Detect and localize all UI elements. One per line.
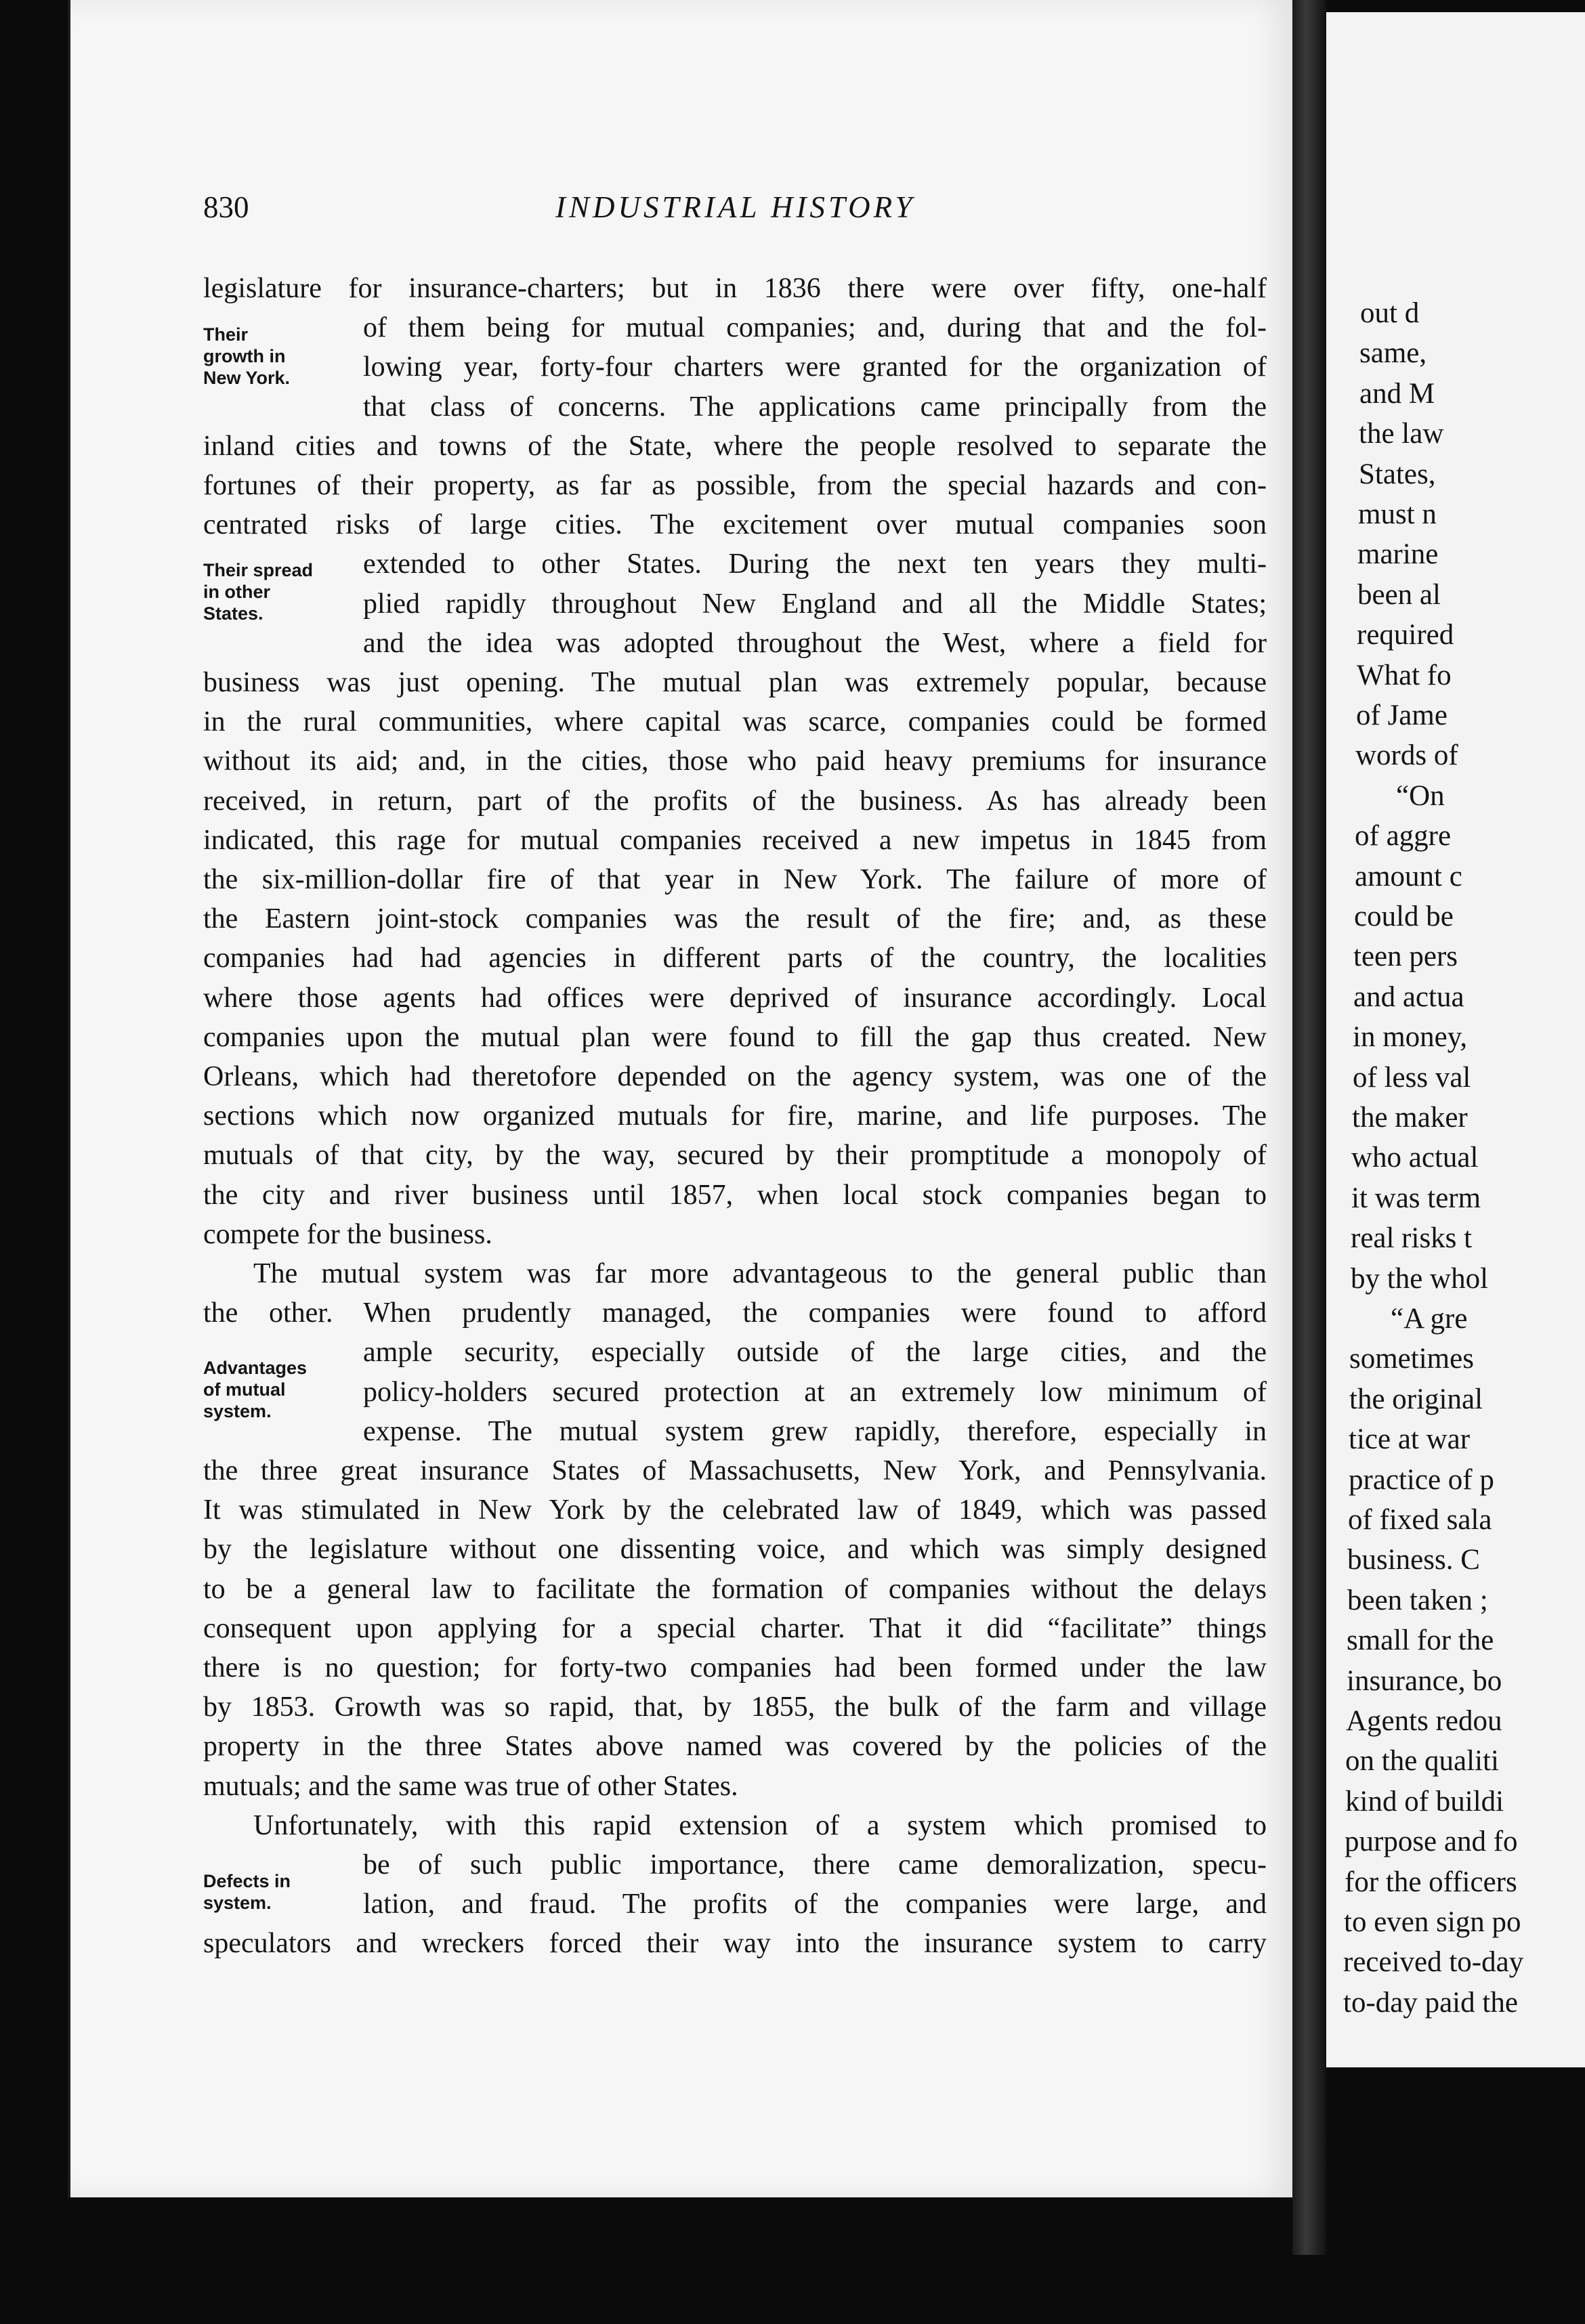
right-page-line: “A gre <box>1391 1303 1468 1335</box>
right-page-line: teen pers <box>1353 941 1458 973</box>
page-header <box>203 190 1267 230</box>
right-page-line: must n <box>1358 498 1437 530</box>
margin-note-line: Defects in <box>203 1871 291 1891</box>
right-page-line: What fo <box>1357 659 1452 691</box>
body-line: The mutual system was far more advantageous to the general public than <box>253 1258 1267 1289</box>
body-line: the Eastern joint-stock companies was the result of the fire; and, as these <box>203 903 1267 935</box>
body-line: the city and river business until 1857, when local stock companies began to <box>203 1179 1267 1211</box>
body-line: Orleans, which had theretofore depended on the agency system, was one of the <box>203 1061 1267 1092</box>
body-line: indicated, this rage for mutual companies received a new impetus in 1845 from <box>203 824 1267 856</box>
right-page-line: received to-day <box>1343 1946 1524 1979</box>
right-page-line: real risks t <box>1351 1222 1473 1255</box>
body-line: companies upon the mutual plan were found to fill the gap thus created. New <box>203 1021 1267 1053</box>
right-page-line: insurance, bo <box>1347 1664 1502 1697</box>
body-line: expense. The mutual system grew rapidly, therefore, especially in <box>363 1415 1267 1447</box>
margin-note-line: Advantages <box>203 1358 308 1378</box>
right-page-line: Agents redou <box>1346 1705 1502 1737</box>
right-page-line: the maker <box>1352 1102 1468 1134</box>
body-line: centrated risks of large cities. The excitement over mutual companies soon <box>203 509 1267 541</box>
right-page-line: amount c <box>1355 860 1462 892</box>
body-line: companies had had agencies in different parts of the country, the localities <box>203 943 1267 974</box>
right-page-line: practice of p <box>1349 1463 1494 1496</box>
right-page-line: of less val <box>1353 1061 1471 1094</box>
margin-note-line: system. <box>203 1893 272 1913</box>
body-line: extended to other States. During the next ten years they multi- <box>363 548 1267 580</box>
book-gutter <box>1292 0 1326 2255</box>
body-line: Unfortunately, with this rapid extension of a system which promised to <box>253 1809 1267 1841</box>
margin-note <box>203 1870 339 1914</box>
body-line: consequent upon applying for a special charter. That it did “facilitate” things <box>203 1612 1267 1644</box>
body-line: by the legislature without one dissenting voice, and which was simply designed <box>203 1534 1267 1566</box>
right-page-line: by the whol <box>1351 1262 1489 1295</box>
running-head: INDUSTRIAL HISTORY <box>555 190 916 224</box>
body-line: that class of concerns. The applications came principally from the <box>363 391 1267 423</box>
right-page-line: the law <box>1359 418 1444 450</box>
right-page-line: been taken ; <box>1347 1584 1488 1616</box>
body-line: and the idea was adopted throughout the West, where a field for <box>363 627 1267 659</box>
right-page-fragment <box>1326 12 1585 2067</box>
body-line: speculators and wreckers forced their way into the insurance system to carry <box>203 1928 1267 1960</box>
right-page-line: on the qualiti <box>1345 1745 1499 1778</box>
body-line: received, in return, part of the profits of the business. As has already been <box>203 785 1267 817</box>
margin-note-line: States. <box>203 603 263 624</box>
right-page-line: of fixed sala <box>1348 1504 1492 1536</box>
body-line: mutuals of that city, by the way, secured by their promptitude a monopoly of <box>203 1140 1267 1171</box>
body-line: plied rapidly throughout New England and all the Middle States; <box>363 588 1267 620</box>
margin-note-line: growth in <box>203 346 286 366</box>
body-line: lowing year, forty-four charters were granted for the organization of <box>363 351 1267 383</box>
body-line: of them being for mutual companies; and, during that and the fol- <box>363 312 1267 344</box>
right-page-line: could be <box>1354 901 1454 932</box>
right-page-line: the original <box>1349 1383 1483 1415</box>
body-line: fortunes of their property, as far as possible, from the special hazards and con- <box>203 470 1267 501</box>
body-line: the other. When prudently managed, the companies were found to afford <box>203 1297 1267 1329</box>
right-page-line: marine <box>1357 538 1439 571</box>
right-page-line: sometimes <box>1349 1343 1474 1375</box>
body-line: mutuals; and the same was true of other States. <box>203 1770 738 1802</box>
right-page-line: required <box>1357 619 1454 651</box>
margin-note <box>203 1357 339 1422</box>
body-line: without its aid; and, in the cities, those who paid heavy premiums for insurance <box>203 746 1267 777</box>
body-line: lation, and fraud. The profits of the companies were large, and <box>363 1889 1267 1920</box>
body-line: property in the three States above named was covered by the policies of the <box>203 1731 1267 1763</box>
right-page-line: tice at war <box>1349 1423 1471 1456</box>
right-page-line: of aggre <box>1355 820 1452 853</box>
body-line: ample security, especially outside of the large cities, and the <box>363 1337 1267 1369</box>
body-line: business was just opening. The mutual plan was extremely popular, because <box>203 667 1267 698</box>
body-line: by 1853. Growth was so rapid, that, by 1855, the bulk of the farm and village <box>203 1692 1267 1723</box>
right-page-line: States, <box>1359 458 1436 490</box>
right-page-line: been al <box>1357 578 1441 611</box>
right-page-line: it was term <box>1351 1182 1481 1214</box>
right-page-line: “On <box>1396 779 1445 812</box>
body-line: where those agents had offices were deprived of insurance accordingly. Local <box>203 982 1267 1014</box>
page-number: 830 <box>203 190 249 224</box>
right-page-line: and actua <box>1353 981 1464 1013</box>
body-line: sections which now organized mutuals for fire, marine, and life purposes. The <box>203 1100 1267 1132</box>
right-page-line: kind of buildi <box>1345 1785 1504 1817</box>
right-page-line: words of <box>1355 739 1458 772</box>
right-page-line: who actual <box>1351 1142 1479 1174</box>
margin-note-line: system. <box>203 1401 272 1421</box>
margin-note <box>203 559 339 624</box>
right-page-line: to-day paid the <box>1343 1986 1518 2019</box>
right-page-line: and M <box>1359 377 1435 410</box>
right-page-line: business. C <box>1347 1544 1480 1576</box>
body-line: there is no question; for forty-two companies had been formed under the law <box>203 1652 1267 1683</box>
right-page-line: for the officers <box>1345 1866 1517 1898</box>
body-line: be of such public importance, there came demoralization, specu- <box>363 1849 1267 1880</box>
body-line: in the rural communities, where capital was scarce, companies could be formed <box>203 706 1267 738</box>
body-line: compete for the business. <box>203 1218 492 1250</box>
margin-note <box>203 324 339 389</box>
body-line: the three great insurance States of Massachusetts, New York, and Pennsylvania. <box>203 1455 1267 1486</box>
body-line: policy-holders secured protection at an extremely low minimum of <box>363 1376 1267 1408</box>
right-page-line: small for the <box>1347 1624 1494 1657</box>
margin-note-line: Their spread <box>203 560 314 580</box>
margin-note-line: of mutual <box>203 1379 286 1400</box>
body-line: inland cities and towns of the State, where the people resolved to separate the <box>203 430 1267 462</box>
margin-note-line: Their <box>203 324 249 345</box>
margin-note-line: in other <box>203 582 270 602</box>
body-line: legislature for insurance-charters; but in 1836 there were over fifty, one-half <box>203 273 1267 304</box>
right-page-line: to even sign po <box>1344 1906 1521 1938</box>
right-page-line: purpose and fo <box>1345 1826 1518 1858</box>
body-line: the six-million-dollar fire of that year in New York. The failure of more of <box>203 864 1267 895</box>
margin-note-line: New York. <box>203 368 291 388</box>
right-page-line: in money, <box>1353 1021 1468 1054</box>
body-line: It was stimulated in New York by the celebrated law of 1849, which was passed <box>203 1494 1267 1526</box>
right-page-line: same, <box>1359 337 1427 370</box>
body-line: to be a general law to facilitate the formation of companies without the delays <box>203 1573 1267 1605</box>
right-page-line: out d <box>1360 297 1420 329</box>
right-page-line: of Jame <box>1356 700 1447 731</box>
